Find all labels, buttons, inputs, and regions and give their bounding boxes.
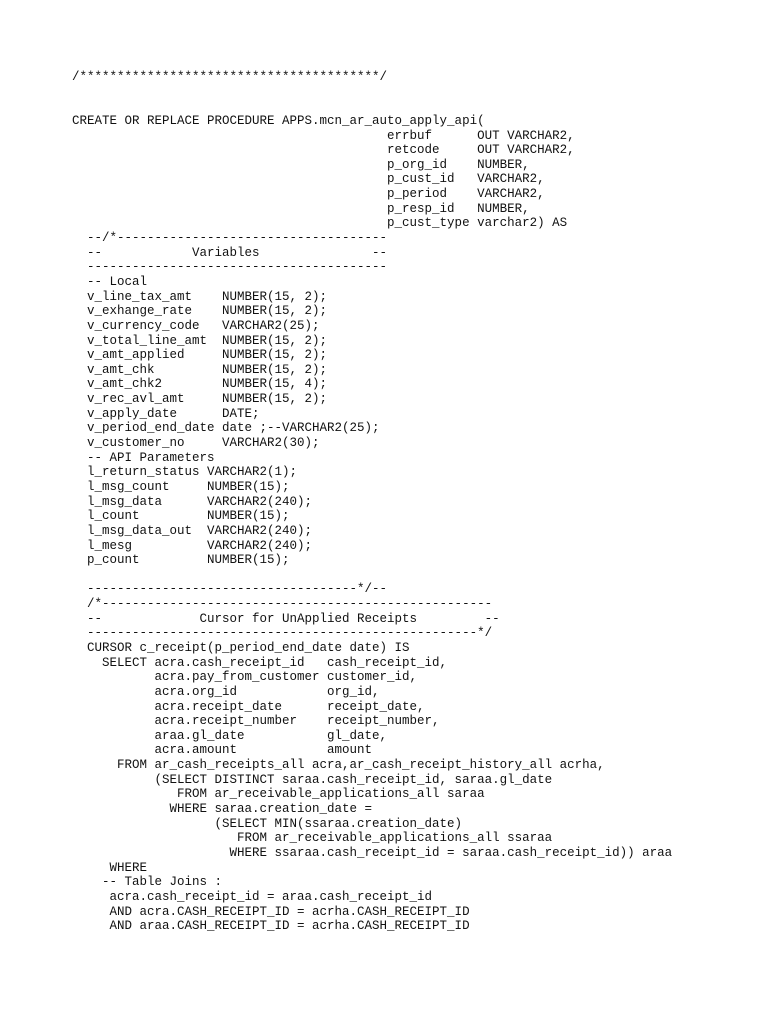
code-line: -- API Parameters xyxy=(72,450,215,465)
code-line: p_period VARCHAR2, xyxy=(72,187,545,202)
code-line: /****************************************/ xyxy=(72,70,388,84)
code-line: acra.receipt_number receipt_number, xyxy=(72,714,440,729)
code-line: SELECT acra.cash_receipt_id cash_receipt_id, xyxy=(72,655,448,670)
code-line: l_msg_data VARCHAR2(240); xyxy=(72,494,313,509)
code-line: v_currency_code VARCHAR2(25); xyxy=(72,318,320,333)
code-line: v_amt_applied NUMBER(15, 2); xyxy=(72,348,328,363)
code-line: v_exhange_rate NUMBER(15, 2); xyxy=(72,304,328,319)
code-line: /*---------------------------------------------------- xyxy=(72,597,493,612)
code-line xyxy=(72,85,672,100)
code-line: l_count NUMBER(15); xyxy=(72,509,290,524)
code-line: CURSOR c_receipt(p_period_end_date date) IS xyxy=(72,640,410,655)
code-line: v_customer_no VARCHAR2(30); xyxy=(72,436,320,451)
code-line: -- Variables -- xyxy=(72,245,388,260)
code-line xyxy=(72,568,672,583)
code-line: AND acra.CASH_RECEIPT_ID = acrha.CASH_RECEIPT_ID xyxy=(72,904,470,919)
code-line: -- Cursor for UnApplied Receipts -- xyxy=(72,611,500,626)
code-line: FROM ar_cash_receipts_all acra,ar_cash_receipt_history_all acrha, xyxy=(72,758,605,773)
code-line: ----------------------------------------------------*/ xyxy=(72,626,493,641)
code-line: WHERE xyxy=(72,860,148,875)
code-line: -- Table Joins : xyxy=(72,875,223,890)
code-line: AND araa.CASH_RECEIPT_ID = acrha.CASH_RECEIPT_ID xyxy=(72,919,470,934)
code-line: p_cust_id VARCHAR2, xyxy=(72,172,545,187)
code-line: acra.pay_from_customer customer_id, xyxy=(72,670,418,685)
code-line: v_rec_avl_amt NUMBER(15, 2); xyxy=(72,392,328,407)
code-line: l_msg_data_out VARCHAR2(240); xyxy=(72,523,313,538)
code-line: WHERE ssaraa.cash_receipt_id = saraa.cash_receipt_id)) araa xyxy=(72,845,673,860)
code-line: v_apply_date DATE; xyxy=(72,406,260,421)
code-line: ---------------------------------------- xyxy=(72,260,388,275)
code-line: p_resp_id NUMBER, xyxy=(72,201,530,216)
code-line: -- Local xyxy=(72,274,148,289)
code-listing xyxy=(72,70,672,934)
code-line: acra.receipt_date receipt_date, xyxy=(72,699,425,714)
code-line: v_amt_chk NUMBER(15, 2); xyxy=(72,362,328,377)
code-line: l_mesg VARCHAR2(240); xyxy=(72,538,313,553)
code-line: ------------------------------------*/-- xyxy=(72,582,388,597)
code-line: p_count NUMBER(15); xyxy=(72,553,290,568)
code-line: errbuf OUT VARCHAR2, xyxy=(72,128,575,143)
code-line: acra.cash_receipt_id = araa.cash_receipt_id xyxy=(72,889,433,904)
code-line xyxy=(72,99,672,114)
code-line: FROM ar_receivable_applications_all ssaraa xyxy=(72,831,553,846)
code-line: v_amt_chk2 NUMBER(15, 4); xyxy=(72,377,328,392)
code-line: (SELECT DISTINCT saraa.cash_receipt_id, saraa.gl_date xyxy=(72,772,553,787)
code-line: v_period_end_date date ;--VARCHAR2(25); xyxy=(72,421,380,436)
code-line: retcode OUT VARCHAR2, xyxy=(72,143,575,158)
code-line: acra.amount amount xyxy=(72,743,373,758)
code-line: p_org_id NUMBER, xyxy=(72,157,530,172)
code-line: v_line_tax_amt NUMBER(15, 2); xyxy=(72,289,328,304)
code-line: CREATE OR REPLACE PROCEDURE APPS.mcn_ar_auto_apply_api( xyxy=(72,113,485,128)
code-line: araa.gl_date gl_date, xyxy=(72,728,388,743)
code-line: v_total_line_amt NUMBER(15, 2); xyxy=(72,333,328,348)
code-line: FROM ar_receivable_applications_all saraa xyxy=(72,787,485,802)
code-line: p_cust_type varchar2) AS xyxy=(72,216,568,231)
code-line: WHERE saraa.creation_date = xyxy=(72,802,373,817)
code-line: --/*------------------------------------ xyxy=(72,231,388,246)
code-line: acra.org_id org_id, xyxy=(72,684,380,699)
code-line: l_return_status VARCHAR2(1); xyxy=(72,465,298,480)
code-line: (SELECT MIN(ssaraa.creation_date) xyxy=(72,816,463,831)
code-line: l_msg_count NUMBER(15); xyxy=(72,479,290,494)
